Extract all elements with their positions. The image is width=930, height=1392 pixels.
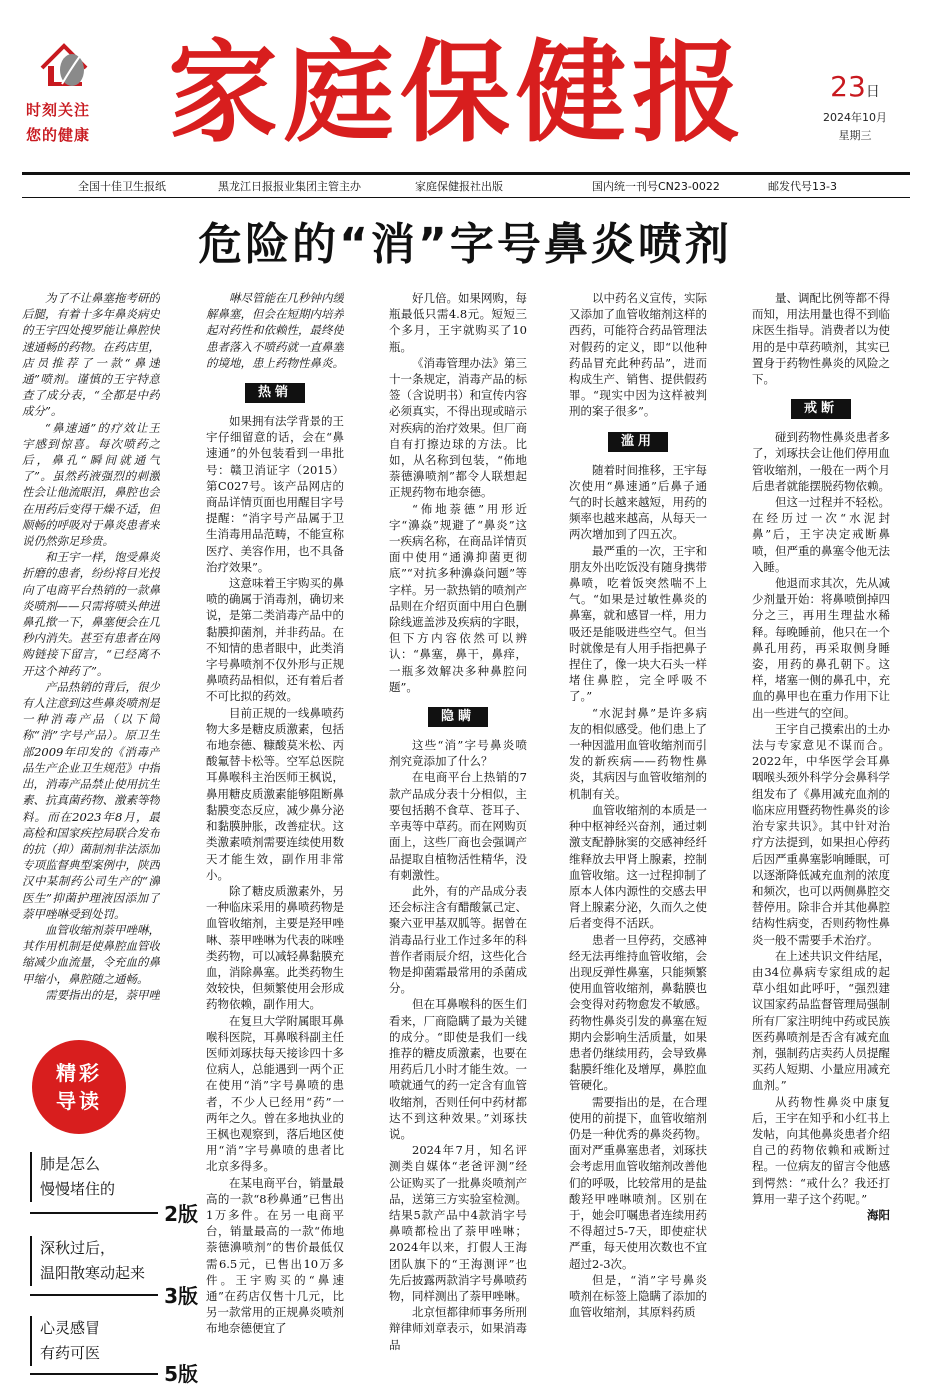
- day-suffix: 日: [865, 84, 880, 100]
- paragraph: 在上述共识文件结尾，由34位鼻病专家组成的起草小组如此呼吁，“强烈建议国家药品监督管理局强制所有厂家注明纯中药或民族医药鼻喷剂是否含有减充血剂，强制药店卖药人员提醒买药人短期、小量应用减充血剂。”: [752, 948, 890, 1093]
- paragraph: 碰到药物性鼻炎患者多了，刘琢扶会让他们停用血管收缩剂，一般在一两个月后患者就能摆脱药物依赖。: [752, 430, 890, 493]
- paragraph: 需要指出的是，萘甲唑: [45, 987, 160, 1002]
- headline: 危险的“消”字号鼻炎喷剂: [198, 219, 732, 270]
- paragraph: 最严重的一次，王宇和朋友外出吃饭没有随身携带鼻喷，吃着饭突然喘不上气。“如果是过敏性鼻炎的鼻塞，就和感冒一样，用力吸还是能吸进些空气。但当时就像是有人用手指把鼻子捏住了，像一块大石头一样堵住鼻腔，完全呼吸不了。”: [569, 543, 707, 704]
- paragraph: 目前正规的一线鼻喷药物大多是糖皮质激素，包括布地奈德、糠酸莫米松、丙酸氟替卡松等。空军总医院耳鼻喉科主治医师王枫说，鼻用糖皮质激素能够阻断鼻黏膜变态反应，减少鼻分泌和黏膜肿胀，改善症状。这类激素喷剂需要连续使用数天才能生效，副作用非常小。: [206, 705, 344, 882]
- guide-item-autumn[interactable]: [30, 1236, 196, 1286]
- article-column-3: [389, 290, 527, 1390]
- info-publisher: 家庭保健报社出版: [415, 180, 503, 193]
- paragraph: 产品热销的背后，很少有人注意到这些鼻炎喷剂是一种消毒产品（以下简称“消”字号产品）。原卫生部2009年印发的《消毒产品生产企业卫生规范》中指出，消毒产品禁止使用抗生素、抗真菌药物、激素等物料。而在2023年8月，最高检和国家疾控局联合发布的抗（抑）菌制剂非法添加专项监督典型案例中，陕西汉中某制药公司生产的“濞医生”抑菌护理液因添加了萘甲唑啉受到处罚。: [22, 679, 160, 921]
- article-column-4: [569, 290, 707, 1390]
- paper-name: 家庭保健报: [168, 28, 748, 157]
- paragraph: 血管收缩剂的本质是一种中枢神经兴奋剂，通过刺激支配静脉窦的交感神经纤维释放去甲肾上腺素，控制血管收缩。这一过程抑制了原本人体内源性的交感去甲肾上腺素分泌，久而久之使后者变得不活跃。: [569, 802, 707, 931]
- info-postal-code: 邮发代号13-3: [768, 180, 837, 193]
- paragraph: 在电商平台上热销的7款产品成分表十分相似，主要包括鹅不食草、苍耳子、辛夷等中草药。而在网购页面上，这些厂商也会强调产品提取自植物活性精华，没有刺激性。: [389, 770, 527, 882]
- guide-badge-line1: 精彩: [56, 1061, 102, 1085]
- guide-item-lung[interactable]: [30, 1152, 196, 1202]
- guide-divider: [30, 1294, 158, 1296]
- guide-item-mind[interactable]: [30, 1316, 196, 1366]
- guide-page-number: 5版: [164, 1362, 198, 1386]
- guide-item-line1: 心灵感冒: [40, 1319, 101, 1337]
- day-number: 23: [830, 70, 866, 103]
- section-heading-conceal: 隐瞒: [428, 707, 488, 727]
- paragraph: 为了不让鼻塞拖考研的后腿，有着十多年鼻炎病史的王宇四处搜罗能让鼻腔快速通畅的药物。在药店里，店员推荐了一款“鼻速通”喷剂。谨慎的王宇特意查了成分表，“全都是中药成分”。: [22, 291, 160, 419]
- paragraph: 北京恒都律师事务所刑辩律师刘章表示，如果消毒品: [389, 1305, 527, 1352]
- paragraph: 量、调配比例等都不得而知，用法用量也得不到临床医生指导。消费者以为使用的是中草药喷剂，其实已置身于药物性鼻炎的风险之下。: [752, 291, 890, 387]
- reading-guide: [22, 1040, 198, 1386]
- section-heading-quit: 戒断: [791, 399, 851, 419]
- article-column-2: [206, 290, 344, 1390]
- issue-date: [800, 70, 910, 145]
- guide-item-line2: 温阳散寒动起来: [40, 1264, 146, 1282]
- paragraph: 王宇自己摸索出的土办法与专家意见不谋而合。2022年，中华医学会耳鼻咽喉头颈外科学分会鼻科学组发布了《鼻用减充血剂的临床应用暨药物性鼻炎的诊治专家共识》。其中针对治疗方法提到，如果担心停药后因严重鼻塞影响睡眠，可以逐渐降低减充血剂的浓度和频次，也可以两侧鼻腔交替停用。除非合并其他鼻腔结构性病变，否则药物性鼻炎一般不需要手术治疗。: [752, 721, 890, 947]
- paragraph: 但这一过程并不轻松。在经历过一次“水泥封鼻”后，王宇决定戒断鼻喷，但严重的鼻塞令他无法入睡。: [752, 495, 890, 574]
- guide-badge: [32, 1040, 126, 1134]
- guide-item-line1: 肺是怎么: [40, 1155, 101, 1173]
- paragraph: “鼻速通”的疗效让王宇感到惊喜。每次喷药之后，鼻孔“瞬间就通气了”。虽然药液强烈的刺激性会让他流眼泪，鼻腔也会在用药后变得干燥不适，但顺畅的呼吸对于鼻炎患者来说仍然弥足珍贵。: [22, 420, 160, 549]
- guide-page-number: 2版: [164, 1202, 198, 1226]
- info-bar-rule: [22, 197, 910, 198]
- date-day: [800, 70, 910, 109]
- info-cn-number: 国内统一刊号CN23-0022: [592, 180, 720, 193]
- article-column-5: [752, 290, 890, 1390]
- slogan-line2: 您的健康: [26, 126, 91, 144]
- paragraph: 这意味着王宇购买的鼻喷的确属于消毒剂，确切来说，是第二类消毒产品中的黏膜抑菌剂，并非药品。在不知情的患者眼中，此类消字号鼻喷剂不仅外形与正规鼻喷药品相似，还有着后者不可比拟的药效。: [206, 576, 344, 704]
- masthead: [0, 0, 930, 193]
- house-leaf-logo-icon: [38, 40, 94, 90]
- section-heading-abuse: 滥用: [608, 432, 668, 452]
- paragraph: 但是，“消”字号鼻炎喷剂在标签上隐瞒了添加的血管收缩剂，其原料药质: [569, 1272, 707, 1320]
- section-heading-hot-sale: 热销: [245, 383, 305, 403]
- guide-item-line1: 深秋过后，: [40, 1239, 116, 1257]
- info-sponsor: 黑龙江日报报业集团主管主办: [218, 180, 361, 193]
- paragraph: “水泥封鼻”是许多病友的相似感受。他们患上了一种因滥用血管收缩剂而引发的新疾病——药物性鼻炎，其病因与血管收缩剂的机制有关。: [569, 705, 707, 801]
- paragraph: 除了糖皮质激素外，另一种临床采用的鼻喷药物是血管收缩剂，主要是羟甲唑啉、萘甲唑啉为代表的咪唑类药物，可以减轻鼻黏膜充血，消除鼻塞。此类药物生效较快，但频繁使用会形成药物依赖，副作用大。: [206, 883, 344, 1012]
- paragraph: 和王宇一样，饱受鼻炎折磨的患者，纷纷将目光投向了电商平台热销的一款鼻炎喷剂——只需将喷头伸进鼻孔揿一下，鼻塞便会在几秒内消失。甚至有患者在网购链接下留言，“已经离不开这个神药了”。: [22, 550, 160, 678]
- paragraph: 从药物性鼻炎中康复后，王宇在知乎和小红书上发帖，向其他鼻炎患者介绍自己的药物依赖和戒断过程。一位病友的留言令他感到愕然：“戒什么？我还打算用一辈子这个药呢。”: [752, 1094, 890, 1206]
- info-award: 全国十佳卫生报纸: [78, 180, 166, 193]
- slogan-line1: 时刻关注: [26, 101, 91, 119]
- paragraph: 患者一旦停药，交感神经无法再维持血管收缩，会出现反弹性鼻塞，只能频繁使用血管收缩剂，鼻黏膜也会变得对药物愈发不敏感。药物性鼻炎引发的鼻塞在短期内会影响生活质量，如果患者仍继续用药，会导致鼻黏膜纤维化及增厚，鼻腔血管硬化。: [569, 932, 707, 1093]
- year-month: 2024年10月: [823, 111, 887, 124]
- masthead-rule: [22, 172, 910, 175]
- paragraph: “佈地萘德”用形近字“濞焱”规避了“鼻炎”这一疾病名称，在商品详情页面中使用“通濞抑菌更彻底”“对抗多种濞焱问题”等字样。另一款热销的喷剂产品则在介绍页面中用白色删除线遮盖涉及疾病的字眼，但下方内容依然可以辨认：“鼻塞，鼻干，鼻痒，一瓶多效解决多种鼻腔问题”。: [389, 501, 527, 694]
- paragraph: 《消毒管理办法》第三十一条规定，消毒产品的标签（含说明书）和宣传内容必须真实，不得出现或暗示对疾病的治疗效果。但厂商自有打擦边球的方法。比如，从名称到包装，“佈地萘德濞喷剂”都令人联想起正规药物布地奈德。: [389, 355, 527, 500]
- guide-divider: [30, 1373, 158, 1375]
- byline: 海阳: [867, 1207, 890, 1222]
- paragraph: 血管收缩剂萘甲唑啉，其作用机制是使鼻腔血管收缩减少血流量，令充血的鼻甲缩小，鼻腔随之通畅。: [22, 922, 160, 986]
- paragraph: 如果拥有法学背景的王宇仔细留意的话，会在“鼻速通”的外包装看到一串批号：赣卫消证字（2015）第C027号。该产品网店的商品详情页面也用醒目字号提醒：“消字号产品属于卫生消毒用品范畴，不能宣称医疗、美容作用，也不具备治疗效果”。: [206, 414, 344, 574]
- article-column-1: [22, 290, 160, 1030]
- guide-page-number: 3版: [164, 1284, 198, 1308]
- weekday: 星期三: [838, 129, 872, 142]
- paragraph: 好几倍。如果网购，每瓶最低只需4.8元。短短三个多月，王宇就购买了10瓶。: [389, 291, 527, 354]
- paragraph: 2024年7月，知名评测类自媒体“老爸评测”经公证购买了一批鼻炎喷剂产品，送第三方实验室检测。结果5款产品中4款消字号鼻喷都检出了萘甲唑啉；2024年以来，打假人王海团队旗下的“王海测评”也先后披露两款消字号鼻喷药物，同样测出了萘甲唑啉。: [389, 1143, 527, 1303]
- paragraph: 他退而求其次，先从减少剂量开始：将鼻喷倒掉四分之三，再用生理盐水稀释。每晚睡前，他只在一个鼻孔用药，再采取侧身睡姿，用药的鼻孔朝下。这样，堵塞一侧的鼻孔中，充血的鼻甲也在重力作用下让出一些进气的空间。: [752, 576, 890, 720]
- paragraph: 以中药名义宣传，实际又添加了血管收缩剂这样的西药，可能符合药品管理法对假药的定义，即“以他种药品冒充此种药品”，进而构成生产、销售、提供假药罪。“现实中因为这样被判刑的案子很多”。: [569, 291, 707, 419]
- paragraph: 这些“消”字号鼻炎喷剂究竟添加了什么？: [389, 738, 527, 769]
- guide-badge-line2: 导读: [56, 1089, 102, 1113]
- paragraph: 需要指出的是，在合理使用的前提下，血管收缩剂仍是一种优秀的鼻炎药物。面对严重鼻塞患者，刘琢扶会考虑用血管收缩剂改善他们的呼吸，比较常用的是盐酸羟甲唑啉喷剂。区别在于，她会叮嘱患者连续用药不得超过5-7天，即使症状严重，每天使用次数也不宜超过2-3次。: [569, 1094, 707, 1271]
- paragraph: 此外，有的产品成分表还会标注含有醋酸氯己定、聚六亚甲基双胍等。据曾在消毒品行业工作过多年的科普作者雨辰介绍，这些化合物是抑菌霜最常用的杀菌成分。: [389, 883, 527, 996]
- paragraph: 但在耳鼻喉科的医生们看来，厂商隐瞒了最为关键的成分。“即使是我们一线推荐的糖皮质激素，也要在用药后几小时才能生效。一喷就通气的药一定含有血管收缩剂，否则任何中药材都达不到这种效果。”刘琢扶说。: [389, 997, 527, 1141]
- guide-item-line2: 慢慢堵住的: [40, 1180, 116, 1198]
- guide-divider: [30, 1212, 158, 1214]
- paragraph: 随着时间推移，王宇每次使用“鼻速通”后鼻子通气的时长越来越短，用药的频率也越来越高，从每天一两次增加到了四五次。: [569, 462, 707, 542]
- slogan: [26, 98, 126, 148]
- paragraph: 在某电商平台，销量最高的一款“8秒鼻通”已售出1万多件。在另一电商平台，销量最高的一款“佈地萘德濞喷剂”的售价最低仅需6.5元，已售出10万多件。王宇购买的“鼻速通”在药店仅售十几元，比另一款常用的正规鼻炎喷剂布地奈德便宜了: [206, 1175, 344, 1336]
- guide-item-line2: 有药可医: [40, 1344, 101, 1362]
- paragraph: 在复旦大学附属眼耳鼻喉科医院，耳鼻喉科副主任医师刘琢扶每天接诊四十多位病人，总能遇到一两个正在使用“消”字号鼻喷的患者，不少人已经用“药”一两年之久。曾在多地执业的王枫也观察到，落后地区使用“消”字号鼻喷的患者比北京多得多。: [206, 1013, 344, 1174]
- paragraph: 啉尽管能在几秒钟内缓解鼻塞，但会在短期内培养起对药性和依赖性，最终使患者落入不喷药就一直鼻塞的境地，患上药物性鼻炎。: [206, 291, 344, 370]
